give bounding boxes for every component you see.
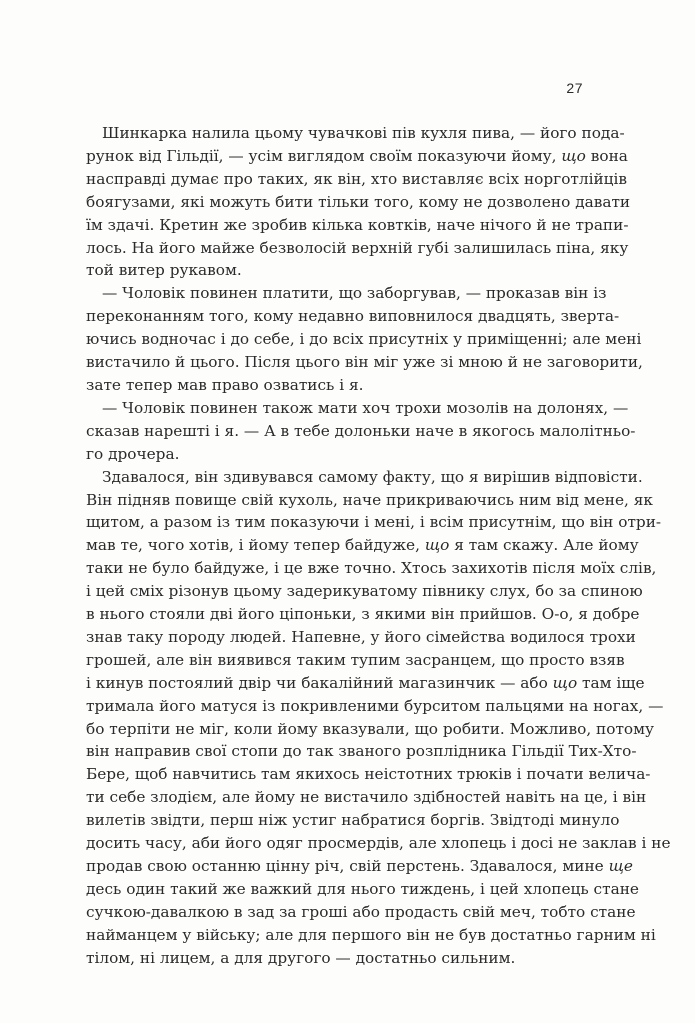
text-line: [86, 695, 664, 718]
text-run: рунок від Гільдії, — усім виглядом своїм показуючи йому,: [86, 146, 562, 165]
text-line: [86, 947, 587, 970]
text-run: десь один такий же важкий для нього тиждень, і цей хлопець стане: [86, 879, 639, 898]
text-run: і цей сміх різонув цьому задерикуватому півнику слух, бо за спиною: [86, 582, 643, 601]
text-line: [86, 466, 643, 489]
text-run: щитом, а разом із тим показуючи і мені, і всім присутнім, що він отри-: [86, 513, 662, 532]
text-line: [86, 672, 645, 695]
text-line: [86, 305, 620, 328]
text-run: таки не було байдуже, і це вже точно. Хтось захихотів після моїх слів,: [86, 559, 657, 578]
text-line: [86, 901, 636, 924]
emphasis: ще: [608, 857, 633, 875]
text-run: мав те, чого хотів, і йому тепер байдуже,: [86, 536, 425, 555]
text-run: сучкою-давалкою в зад за гроші або продасть свій меч, тобто стане: [86, 902, 636, 921]
text-run: їм здачі. Кретин же зробив кілька ковтків, наче нічого й не трапи-: [86, 215, 629, 234]
text-line: [86, 420, 636, 443]
text-run: знав таку породу людей. Напевне, у його сімейства водилося трохи: [86, 627, 636, 646]
paragraph: [86, 122, 631, 282]
text-line: [86, 878, 639, 901]
text-run: ти себе злодієм, але йому не вистачило здібностей навіть на це, і він: [86, 788, 647, 807]
text-line: [86, 191, 631, 214]
text-line: [86, 259, 587, 282]
text-run: насправді думає про таких, як він, хто виставляє всіх норготлійців: [86, 169, 628, 188]
text-run: сказав нарешті і я. — А в тебе долоньки наче в якогось малолітньо-: [86, 421, 636, 440]
text-run: грошей, але він виявився таким тупим засранцем, що просто взяв: [86, 650, 625, 669]
text-line: [86, 168, 628, 191]
text-run: там іще: [577, 673, 645, 692]
paragraph: [86, 282, 643, 397]
text-line: [86, 603, 640, 626]
text-line: [86, 786, 647, 809]
text-line: [86, 924, 656, 947]
text-line: [86, 489, 653, 512]
text-line: [86, 649, 625, 672]
text-run: ючись водночас і до себе, і до всіх присутніх у приміщенні; але мені: [86, 330, 642, 349]
text-line: [86, 351, 643, 374]
text-run: і кинув постоялий двір чи бакалійний магазинчик — або: [86, 673, 553, 692]
text-run: Здавалося, він здивувався самому факту, що я вирішив відповісти.: [102, 467, 643, 486]
text-line: [86, 122, 625, 145]
text-line: [86, 534, 639, 557]
text-run: він направив свої стопи до так званого розплідника Гільдії Тих-Хто-: [86, 742, 637, 761]
text-line: [86, 855, 633, 878]
text-run: лось. На його майже безволосій верхній губі залишилась піна, яку: [86, 238, 629, 257]
text-line: [86, 397, 629, 420]
text-line: [86, 763, 651, 786]
text-line: [86, 443, 587, 466]
text-run: переконанням того, кому недавно виповнилося двадцять, зверта-: [86, 307, 620, 326]
text-run: тілом, ні лицем, а для другого — достатньо сильним.: [86, 948, 516, 967]
text-line: [86, 626, 636, 649]
text-run: продав свою останню цінну річ, свій перстень. Здавалося, мине: [86, 857, 609, 875]
text-run: тримала його матуся із покривленими бурситом пальцями на ногах, —: [86, 696, 664, 715]
text-line: [86, 237, 629, 260]
emphasis: що: [552, 673, 578, 692]
text-line: [86, 580, 643, 603]
paragraph: [86, 466, 671, 970]
text-run: — Чоловік повинен також мати хоч трохи мозолів на долонях, —: [102, 398, 629, 417]
text-run: в нього стояли дві його ціпоньки, з якими він прийшов. О-о, я добре: [86, 605, 640, 624]
text-run: досить часу, аби його одяг просмердів, але хлопець і досі не заклав і не: [86, 834, 671, 853]
text-run: найманцем у війську; але для першого він не був достатньо гарним ні: [86, 925, 656, 944]
text-run: Бере, щоб навчитись там якихось неістотних трюків і почати велича-: [86, 765, 651, 784]
paragraph: [86, 397, 636, 466]
text-run: вона: [585, 146, 628, 165]
text-line: [86, 557, 657, 580]
text-line: [86, 740, 637, 763]
text-line: [86, 374, 587, 397]
text-line: [86, 214, 629, 237]
emphasis: що: [561, 146, 586, 165]
emphasis: що: [424, 536, 450, 555]
text-line: [86, 511, 662, 534]
text-run: вилетів звідти, перш ніж устиг набратися боргів. Звідтоді минуло: [86, 811, 620, 830]
text-run: го дрочера.: [86, 444, 180, 463]
text-line: [86, 328, 642, 351]
text-run: зате тепер мав право озватись і я.: [86, 375, 364, 394]
text-run: Шинкарка налила цьому чувачкові пів кухля пива, — його пода-: [102, 124, 625, 142]
text-run: я там скажу. Але йому: [449, 536, 639, 555]
text-run: той витер рукавом.: [86, 261, 242, 280]
text-line: [86, 832, 671, 855]
text-run: бо терпіти не міг, коли йому вказували, що робити. Можливо, потому: [86, 719, 655, 738]
text-run: вистачило й цього. Після цього він міг уже зі мною й не заговорити,: [86, 353, 643, 372]
text-line: [86, 282, 607, 305]
page-number: 27: [566, 80, 583, 96]
text-line: [86, 145, 628, 168]
text-run: боягузами, які можуть бити тільки того, кому не дозволено давати: [86, 192, 631, 211]
body-text: [86, 122, 671, 970]
text-line: [86, 809, 620, 832]
text-run: — Чоловік повинен платити, що заборгував, — проказав він із: [102, 284, 607, 303]
text-run: Він підняв повище свій кухоль, наче прикриваючись ним від мене, як: [86, 490, 653, 509]
text-line: [86, 718, 655, 741]
